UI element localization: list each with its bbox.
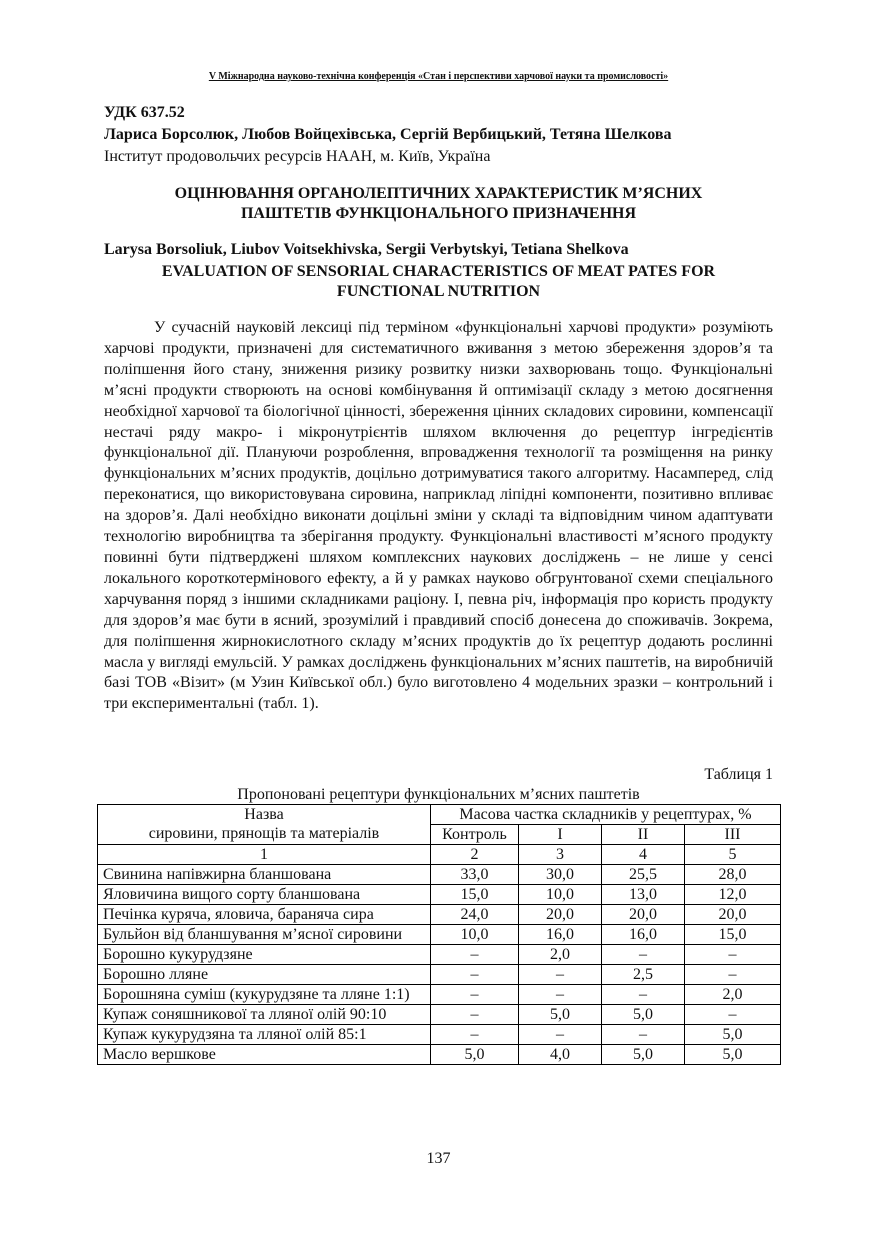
recipe-value: 33,0 xyxy=(431,865,519,885)
recipe-value: 15,0 xyxy=(685,925,781,945)
header-recipe-3: III xyxy=(685,825,781,845)
recipe-value: – xyxy=(685,945,781,965)
title-ukrainian xyxy=(104,184,773,224)
title-english xyxy=(104,262,773,302)
recipe-value: 16,0 xyxy=(519,925,602,945)
header-name-line-1: Назва xyxy=(244,806,284,823)
recipe-value: 12,0 xyxy=(685,885,781,905)
recipe-value: 5,0 xyxy=(519,1005,602,1025)
table-row xyxy=(98,985,781,1005)
title-ukrainian-line-1: ОЦІНЮВАННЯ ОРГАНОЛЕПТИЧНИХ ХАРАКТЕРИСТИК М’ЯСНИХ xyxy=(174,185,703,202)
recipe-value: 28,0 xyxy=(685,865,781,885)
ingredient-name: Борошняна суміш (кукурудзяне та лляне 1:1) xyxy=(98,985,431,1005)
table-body xyxy=(98,865,781,1065)
recipe-value: 20,0 xyxy=(602,905,685,925)
table-row xyxy=(98,1025,781,1045)
recipe-value: – xyxy=(519,965,602,985)
recipe-value: – xyxy=(519,1025,602,1045)
header-recipe-2: II xyxy=(602,825,685,845)
ingredient-name: Свинина напівжирна бланшована xyxy=(98,865,431,885)
recipe-value: 5,0 xyxy=(431,1045,519,1065)
recipe-value: 20,0 xyxy=(519,905,602,925)
recipe-value: 5,0 xyxy=(602,1045,685,1065)
recipe-value: 4,0 xyxy=(519,1045,602,1065)
recipe-value: 10,0 xyxy=(519,885,602,905)
title-english-line-1: EVALUATION OF SENSORIAL CHARACTERISTICS OF MEAT PATES FOR xyxy=(161,263,716,280)
ingredient-name: Масло вершкове xyxy=(98,1045,431,1065)
recipe-value: 2,0 xyxy=(685,985,781,1005)
recipe-value: 10,0 xyxy=(431,925,519,945)
recipe-value: 15,0 xyxy=(431,885,519,905)
recipe-value: 24,0 xyxy=(431,905,519,925)
recipe-value: – xyxy=(519,985,602,1005)
recipes-table xyxy=(97,804,781,1065)
authors-english: Larysa Borsoliuk, Liubov Voitsekhivska, Sergii Verbytskyi, Tetiana Shelkova xyxy=(104,241,629,258)
recipe-value: – xyxy=(685,965,781,985)
recipe-value: – xyxy=(602,985,685,1005)
ingredient-name: Печінка куряча, яловича, бараняча сира xyxy=(98,905,431,925)
table-row xyxy=(98,925,781,945)
table-row xyxy=(98,1045,781,1065)
recipe-value: – xyxy=(602,1025,685,1045)
header-control: Контроль xyxy=(431,825,519,845)
table-caption: Пропоновані рецептури функціональних м’ясних паштетів xyxy=(237,786,640,803)
table-row xyxy=(98,865,781,885)
recipe-value: – xyxy=(685,1005,781,1025)
table-number: Таблиця 1 xyxy=(704,766,773,783)
table-row xyxy=(98,905,781,925)
recipe-value: – xyxy=(431,965,519,985)
institute-affiliation: Інститут продовольчих ресурсів НААН, м. Київ, Україна xyxy=(104,148,491,165)
title-english-line-2: FUNCTIONAL NUTRITION xyxy=(336,283,541,300)
column-number: 5 xyxy=(685,845,781,865)
recipe-value: 25,5 xyxy=(602,865,685,885)
table-header-row xyxy=(98,805,781,825)
ingredient-name: Купаж соняшникової та лляної олій 90:10 xyxy=(98,1005,431,1025)
recipe-value: 13,0 xyxy=(602,885,685,905)
column-number: 2 xyxy=(431,845,519,865)
recipe-value: 16,0 xyxy=(602,925,685,945)
table-row xyxy=(98,885,781,905)
recipe-value: – xyxy=(431,1025,519,1045)
body-paragraph: У сучасній науковій лексиці під терміном «функціональні харчові продукти» розуміють харчові продукти, призначені для систематичного вживання з метою збереження здоров’я та поліпшення його стану, зниження ризику розвитку низки захворювань тощо. Функціональні м’ясні продукти створюють на основі комбінування й оптимізації складу з метою досягнення необхідної харчової та біологічної цінності, збереження цінних складових сировини, компенсації нестачі ряду макро- і мікронутрієнтів шляхом включення до рецептур інгредієнтів функціональної дії. Плануючи розроблення, впровадження технології та розміщення на ринку функціональних м’ясних продуктів, доцільно дотримуватися такого алгоритму. Насамперед, слід переконатися, що використовувана сировина, наприклад ліпідні компоненти, позитивно впливає на здоров’я. Далі необхідно виконати доцільні зміни у складі та відповідним чином адаптувати технологію виробництва та зберігання продукту. Функціональні властивості м’ясного продукту повинні бути підтверджені шляхом комплексних наукових досліджень – не лише у сенсі локального короткотермінового ефекту, а й у рамках науково обгрунтованої схеми спеціального харчування поряд з іншими складниками раціону. І, певна річ, інформація про користь продукту для здоров’я має бути в ясний, зрозумілий і правдивий спосіб донесена до споживачів. Зокрема, для поліпшення жирнокислотного складу м’ясних продуктів до їх рецептур додають рослинні масла у вигляді емульсій. У рамках досліджень функціональних м’ясних паштетів, на виробничій базі ТОВ «Візит» (м Узин Київської обл.) було виготовлено 4 модельних зразки – контрольний і три експериментальні (табл. 1). xyxy=(104,319,773,713)
recipe-value: 5,0 xyxy=(685,1025,781,1045)
header-name-line-2: сировини, прянощів та матеріалів xyxy=(148,825,380,842)
recipe-value: – xyxy=(431,1005,519,1025)
authors-ukrainian: Лариса Борсолюк, Любов Войцехівська, Сергій Вербицький, Тетяна Шелкова xyxy=(104,126,672,143)
conference-header: V Міжнародна науково-технічна конференція «Стан і перспективи харчової науки та промисловості» xyxy=(208,71,669,82)
recipe-value: 5,0 xyxy=(602,1005,685,1025)
header-mass-fraction: Масова частка складників у рецептурах, % xyxy=(431,805,781,825)
table-column-numbers-row xyxy=(98,845,781,865)
ingredient-name: Бульйон від бланшування м’ясної сировини xyxy=(98,925,431,945)
ingredient-name: Яловичина вищого сорту бланшована xyxy=(98,885,431,905)
recipe-value: – xyxy=(431,945,519,965)
table-row xyxy=(98,1005,781,1025)
header-recipe-1: I xyxy=(519,825,602,845)
recipe-value: – xyxy=(602,945,685,965)
header-ingredient-name xyxy=(98,805,431,845)
recipe-value: – xyxy=(431,985,519,1005)
ingredient-name: Борошно кукурудзяне xyxy=(98,945,431,965)
page-number: 137 xyxy=(426,1150,451,1167)
ingredient-name: Купаж кукурудзяна та лляної олій 85:1 xyxy=(98,1025,431,1045)
table-row xyxy=(98,945,781,965)
udk-code: УДК 637.52 xyxy=(104,104,185,121)
recipe-value: 2,0 xyxy=(519,945,602,965)
recipe-value: 5,0 xyxy=(685,1045,781,1065)
title-ukrainian-line-2: ПАШТЕТІВ ФУНКЦІОНАЛЬНОГО ПРИЗНАЧЕННЯ xyxy=(240,205,637,222)
recipe-value: 2,5 xyxy=(602,965,685,985)
recipe-value: 20,0 xyxy=(685,905,781,925)
ingredient-name: Борошно лляне xyxy=(98,965,431,985)
column-number: 1 xyxy=(98,845,431,865)
column-number: 4 xyxy=(602,845,685,865)
column-number: 3 xyxy=(519,845,602,865)
table-row xyxy=(98,965,781,985)
recipe-value: 30,0 xyxy=(519,865,602,885)
